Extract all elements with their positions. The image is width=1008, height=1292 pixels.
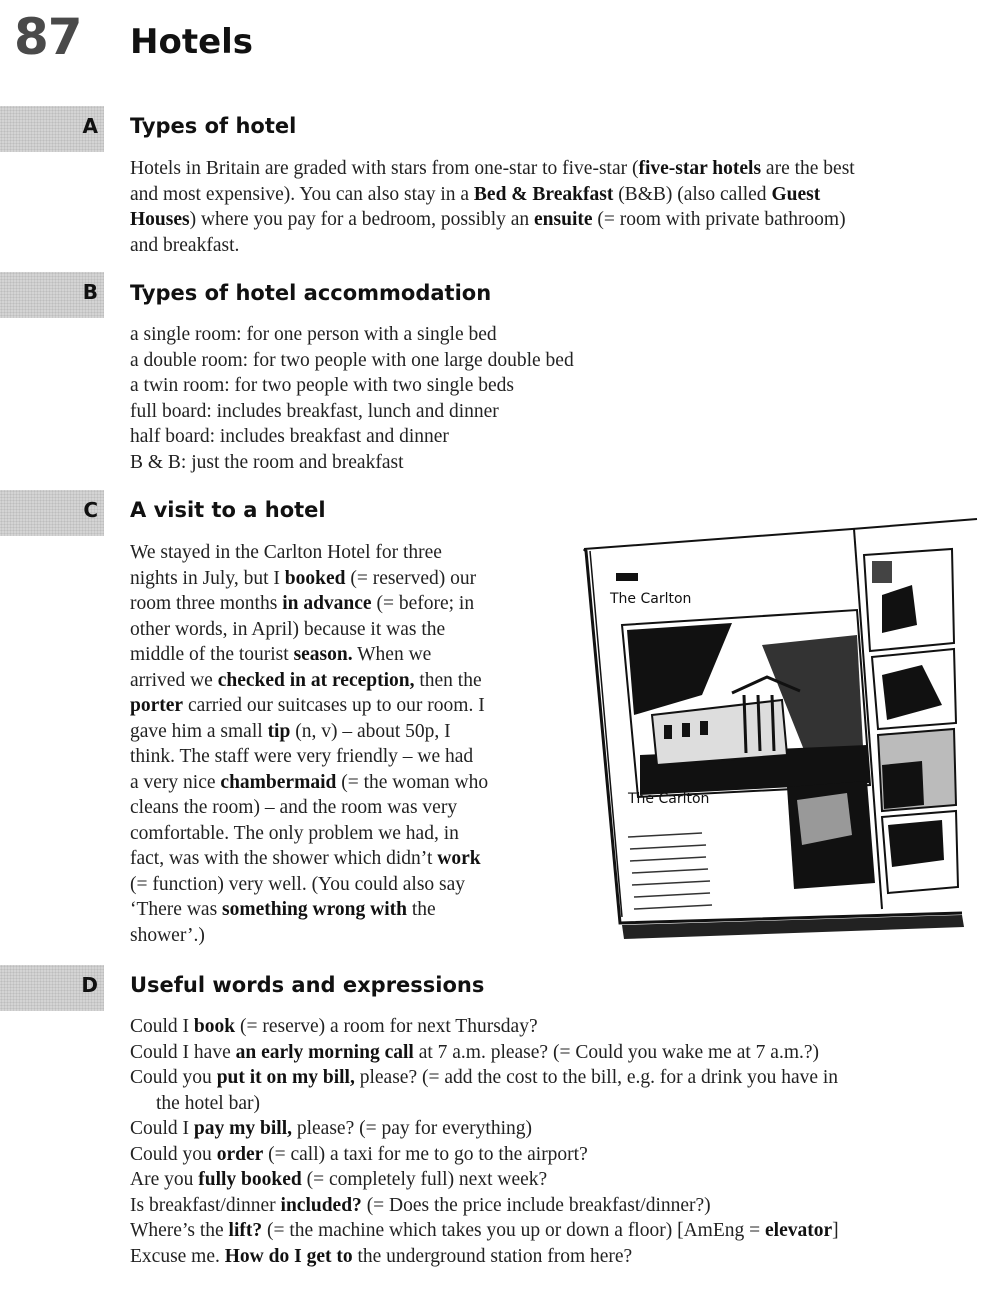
section-title-b: Types of hotel accommodation xyxy=(130,281,492,305)
text-line: ‘There was something wrong with the xyxy=(130,899,436,920)
text-line: Hotels in Britain are graded with stars from one-star to five-star (five-star hotels are the best xyxy=(130,158,855,179)
text-line: fact, was with the shower which didn’t work xyxy=(130,848,481,869)
expression-line: the hotel bar) xyxy=(156,1092,260,1114)
section-letter: C xyxy=(83,498,98,522)
text-line: think. The staff were very friendly – we had xyxy=(130,746,474,767)
text-line: middle of the tourist season. When we xyxy=(130,644,432,665)
section-tab-d xyxy=(0,965,104,1011)
text-line: porter carried our suitcases up to our room. I xyxy=(130,695,485,716)
list-item: full board: includes breakfast, lunch and dinner xyxy=(130,400,499,422)
hotel-brochure-illustration xyxy=(582,515,1000,945)
expression-line: Could you order (= call) a taxi for me to go to the airport? xyxy=(130,1143,588,1165)
section-a-body xyxy=(130,156,855,258)
text-line: (= function) very well. (You could also say xyxy=(130,873,466,895)
text-line: arrived we checked in at reception, then the xyxy=(130,669,482,691)
expression-line: Could I book (= reserve) a room for next Thursday? xyxy=(130,1016,538,1037)
section-d-list xyxy=(130,1014,839,1269)
list-item: a single room: for one person with a single bed xyxy=(130,324,497,345)
text-line: other words, in April) because it was the xyxy=(130,618,446,640)
list-item: B & B: just the room and breakfast xyxy=(130,451,404,473)
expression-line: Is breakfast/dinner included? (= Does the price include breakfast/dinner?) xyxy=(130,1194,711,1216)
unit-number: 87 xyxy=(14,8,82,66)
text-line: gave him a small tip (n, v) – about 50p, I xyxy=(130,720,451,742)
section-tab-a xyxy=(0,106,104,152)
text-line: shower’.) xyxy=(130,924,205,946)
text-line: room three months in advance (= before; in xyxy=(130,593,475,614)
section-b-list xyxy=(130,322,574,475)
section-letter: A xyxy=(82,114,98,138)
text-line: We stayed in the Carlton Hotel for three xyxy=(130,542,442,563)
expression-line: Could you put it on my bill, please? (= add the cost to the bill, e.g. for a drink you have in xyxy=(130,1067,839,1088)
expression-line: Excuse me. How do I get to the underground station from here? xyxy=(130,1245,633,1267)
list-item: half board: includes breakfast and dinner xyxy=(130,426,449,447)
section-letter: D xyxy=(81,973,98,997)
list-item: a twin room: for two people with two single beds xyxy=(130,375,514,396)
text-line: comfortable. The only problem we had, in xyxy=(130,822,459,844)
expression-line: Are you fully booked (= completely full) next week? xyxy=(130,1169,548,1190)
section-title-c: A visit to a hotel xyxy=(130,498,326,522)
text-line: nights in July, but I booked (= reserved) our xyxy=(130,567,477,589)
list-item: a double room: for two people with one large double bed xyxy=(130,349,574,371)
text-line: and most expensive). You can also stay in a Bed & Breakfast (B&B) (also called Guest xyxy=(130,183,821,205)
page-title: Hotels xyxy=(130,22,254,62)
text-line: cleans the room) – and the room was very xyxy=(130,797,458,818)
expression-line: Could I pay my bill, please? (= pay for everything) xyxy=(130,1118,533,1139)
expression-line: Could I have an early morning call at 7 a.m. please? (= Could you wake me at 7 a.m.?) xyxy=(130,1041,820,1063)
section-tab-b xyxy=(0,272,104,318)
section-tab-c xyxy=(0,490,104,536)
section-title-a: Types of hotel xyxy=(130,114,297,138)
expression-line: Where’s the lift? (= the machine which takes you up or down a floor) [AmEng = elevator] xyxy=(130,1220,839,1241)
section-c-body xyxy=(130,540,488,948)
text-line: a very nice chambermaid (= the woman who xyxy=(130,771,489,793)
section-title-d: Useful words and expressions xyxy=(130,973,485,997)
caption-top: The Carlton xyxy=(610,591,692,607)
text-line: Houses) where you pay for a bedroom, possibly an ensuite (= room with private bathroom) xyxy=(130,209,846,230)
caption-bottom: The Carlton xyxy=(628,791,710,807)
section-letter: B xyxy=(82,280,98,304)
text-line: and breakfast. xyxy=(130,234,240,256)
